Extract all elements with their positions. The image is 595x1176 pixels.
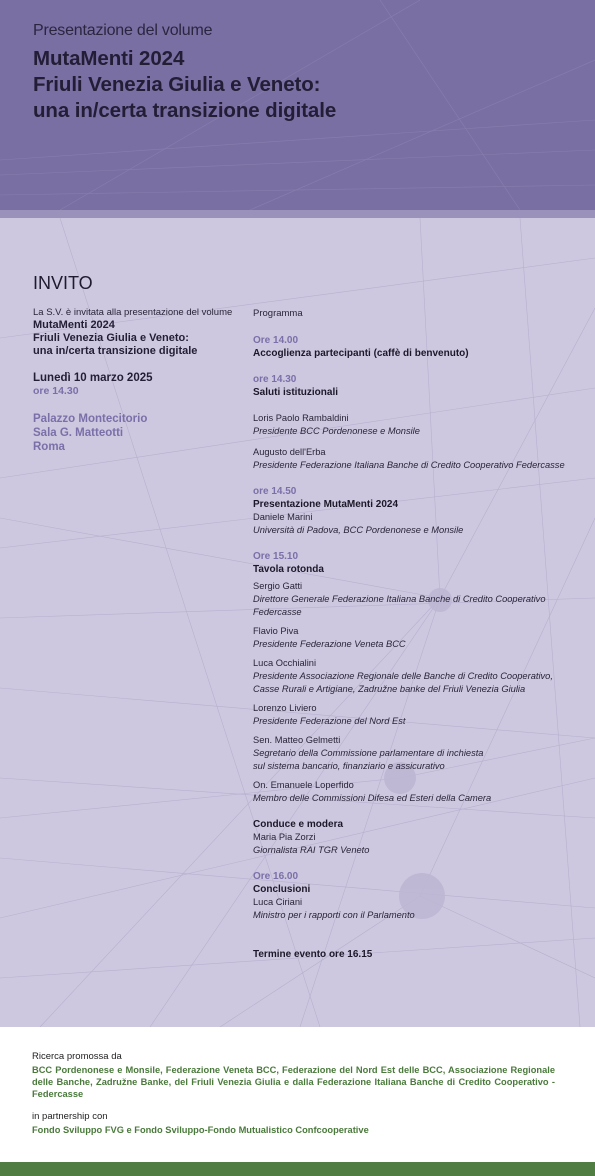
venue-line: Sala G. Matteotti xyxy=(33,427,124,439)
programme-session xyxy=(253,334,573,360)
session-time: ore 14.30 xyxy=(253,374,297,385)
programme-session xyxy=(253,870,573,922)
book-title-line: Friuli Venezia Giulia e Veneto: xyxy=(33,332,189,344)
event-time: ore 14.30 xyxy=(33,385,79,397)
programme-end xyxy=(253,948,573,961)
invito-heading: INVITO xyxy=(33,273,93,293)
speaker xyxy=(253,412,573,438)
speaker-name: Sen. Matteo Gelmetti xyxy=(253,735,341,745)
speaker-name: Loris Paolo Rambaldini xyxy=(253,413,349,423)
speaker-name: Augusto dell'Erba xyxy=(253,447,326,457)
speaker xyxy=(253,625,573,651)
book-title-line: una in/certa transizione digitale xyxy=(33,345,198,357)
session-title: Accoglienza partecipanti (caffè di benvenuto) xyxy=(253,348,469,359)
invitation-details xyxy=(33,307,243,454)
session-title: Conclusioni xyxy=(253,884,311,895)
invitation-intro: La S.V. è invitata alla presentazione del volume xyxy=(33,307,233,318)
speaker-name: Maria Pia Zorzi xyxy=(253,832,316,842)
speaker-role: Casse Rurali e Artigiane, Zadružne banke del Friuli Venezia Giulia xyxy=(253,684,526,694)
header-title-line: MutaMenti 2024 xyxy=(33,47,185,70)
header-title xyxy=(33,46,336,124)
research-promoters: BCC Pordenonese e Monsile, Federazione Veneta BCC, Federazione del Nord Est delle BCC, Associazione Regionale delle Banche, Zadružne Banke, del Friuli Venezia Giulia e dalla Federazione Italiana Banche di Credito Cooperativo - Federcasse xyxy=(32,1065,555,1099)
header-title-line: una in/certa transizione digitale xyxy=(33,99,337,122)
session-title: Tavola rotonda xyxy=(253,564,324,575)
speaker-role: Presidente Associazione Regionale delle Banche di Credito Cooperativo, xyxy=(253,671,553,681)
programme-session xyxy=(253,550,573,576)
programme-session xyxy=(253,373,573,399)
session-title: Presentazione MutaMenti 2024 xyxy=(253,499,399,510)
venue-line: Palazzo Montecitorio xyxy=(33,413,148,425)
speaker xyxy=(253,779,573,805)
partnership-text: Fondo Sviluppo FVG e Fondo Sviluppo-Fondo Mutualistico Confcooperative xyxy=(32,1125,369,1135)
book-title-line: MutaMenti 2024 xyxy=(33,319,115,331)
programme-label: Programma xyxy=(253,308,303,319)
speaker-name: Sergio Gatti xyxy=(253,581,303,591)
header-banner xyxy=(0,0,595,210)
speaker xyxy=(253,446,573,472)
speaker-role: Direttore Generale Federazione Italiana Banche di Credito Cooperativo xyxy=(253,594,546,604)
speaker xyxy=(253,734,573,773)
speaker-role: Federcasse xyxy=(253,607,302,617)
speaker-name: Luca Ciriani xyxy=(253,897,303,907)
event-venue xyxy=(33,412,243,454)
session-time: Ore 16.00 xyxy=(253,871,299,882)
header-band xyxy=(0,210,595,218)
session-title: Conduce e modera xyxy=(253,819,344,830)
partnership-label: in partnership con xyxy=(32,1111,108,1122)
speaker-name: On. Emanuele Loperfido xyxy=(253,780,354,790)
speaker-role: Università di Padova, BCC Pordenonese e Monsile xyxy=(253,525,464,535)
session-time: Ore 14.00 xyxy=(253,335,299,346)
speaker-role: Membro delle Commissioni Difesa ed Esteri della Camera xyxy=(253,793,492,803)
speaker-name: Flavio Piva xyxy=(253,626,299,636)
venue-line: Roma xyxy=(33,441,65,453)
speaker-name: Luca Occhialini xyxy=(253,658,317,668)
programme-label-block xyxy=(253,308,573,319)
speaker-role: Giornalista RAI TGR Veneto xyxy=(253,845,370,855)
speaker-name: Lorenzo Liviero xyxy=(253,703,317,713)
speaker-role: Presidente Federazione Veneta BCC xyxy=(253,639,406,649)
header-title-line: Friuli Venezia Giulia e Veneto: xyxy=(33,73,321,96)
speaker-role: Presidente Federazione Italiana Banche di Credito Cooperativo Federcasse xyxy=(253,460,565,470)
header-pre-title: Presentazione del volume xyxy=(33,22,213,39)
research-label: Ricerca promossa da xyxy=(32,1051,122,1062)
bottom-green-bar xyxy=(0,1162,595,1176)
speaker-role: Presidente Federazione del Nord Est xyxy=(253,716,406,726)
session-time: Ore 15.10 xyxy=(253,551,299,562)
programme-session xyxy=(253,485,573,537)
speaker-role: Ministro per i rapporti con il Parlamento xyxy=(253,910,415,920)
speaker xyxy=(253,702,573,728)
session-title: Saluti istituzionali xyxy=(253,387,339,398)
speaker xyxy=(253,580,573,619)
speaker-role: sul sistema bancario, finanziario e assicurativo xyxy=(253,761,445,771)
session-time: ore 14.50 xyxy=(253,486,297,497)
speaker xyxy=(253,657,573,696)
speaker-role: Presidente BCC Pordenonese e Monsile xyxy=(253,426,420,436)
programme-session xyxy=(253,818,573,857)
event-date: Lunedì 10 marzo 2025 xyxy=(33,372,153,384)
event-end-time: Termine evento ore 16.15 xyxy=(253,949,373,960)
speaker-role: Segretario della Commissione parlamentare di inchiesta xyxy=(253,748,484,758)
speaker-name: Daniele Marini xyxy=(253,512,313,522)
